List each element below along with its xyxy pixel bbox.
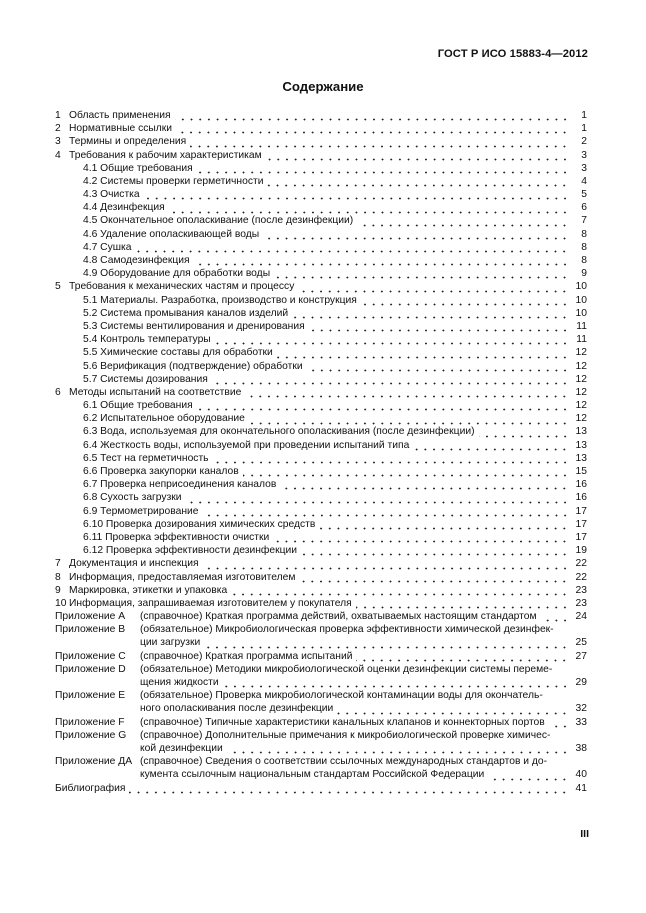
- toc-subsection-row[interactable]: [55, 544, 587, 557]
- section-title: Область применения: [69, 109, 171, 121]
- section-title: 4.5 Окончательное ополаскивание (после дезинфекции): [83, 215, 354, 227]
- section-number: 9: [55, 584, 61, 596]
- page-ref: 3: [581, 149, 587, 161]
- page-ref: 4: [581, 175, 587, 187]
- toc-appendix-row[interactable]: [55, 623, 587, 636]
- dot-leader: [243, 470, 569, 478]
- section-title: 6.6 Проверка закупорки каналов: [83, 466, 239, 478]
- page-ref: 7: [581, 215, 587, 227]
- appendix-title: (обязательное) Микробиологическая проверка эффективности химической дезинфек-: [140, 624, 554, 636]
- section-number: 6: [55, 386, 61, 398]
- page-ref: 12: [575, 413, 587, 425]
- dot-leader: [273, 536, 569, 544]
- toc-appendix-row[interactable]: [55, 755, 587, 768]
- appendix-title: кой дезинфекции: [140, 742, 223, 754]
- appendix-title: (справочное) Дополнительные примечания к микробиологической проверке химичес-: [140, 729, 551, 741]
- toc-appendix-row[interactable]: [55, 716, 587, 729]
- section-title: Требования к рабочим характеристикам: [69, 149, 262, 161]
- toc-appendix-row[interactable]: [55, 729, 587, 742]
- page-ref: 9: [581, 268, 587, 280]
- section-number: 4: [55, 149, 61, 161]
- section-title: 4.4 Дезинфекция: [83, 202, 165, 214]
- page-ref: 15: [575, 466, 587, 478]
- toc-subsection-row[interactable]: [55, 228, 587, 241]
- dot-leader: [212, 378, 569, 386]
- toc-appendix-continuation[interactable]: [55, 702, 587, 715]
- toc-section-row[interactable]: [55, 571, 587, 584]
- page-ref: 12: [575, 360, 587, 372]
- page-ref: 8: [581, 255, 587, 267]
- section-title: 4.8 Самодезинфекция: [83, 255, 190, 267]
- dot-leader: [194, 259, 569, 267]
- dot-leader: [413, 444, 569, 452]
- dot-leader: [129, 787, 569, 795]
- page-ref: 2: [581, 136, 587, 148]
- toc-subsection-row[interactable]: [55, 175, 587, 188]
- section-title: Маркировка, этикетки и упаковка: [69, 584, 228, 596]
- page-ref: 16: [575, 479, 587, 491]
- page-ref: 29: [575, 677, 587, 689]
- toc-subsection-row[interactable]: [55, 162, 587, 175]
- toc-bibliography-row[interactable]: [55, 782, 587, 795]
- appendix-label: Приложение D: [55, 663, 126, 675]
- toc-subsection-row[interactable]: [55, 412, 587, 425]
- section-title: 5.6 Верификация (подтверждение) обработки: [83, 360, 303, 372]
- toc-appendix-continuation[interactable]: [55, 768, 587, 781]
- toc-appendix-continuation[interactable]: [55, 637, 587, 650]
- toc-subsection-row[interactable]: [55, 188, 587, 201]
- section-title: Требования к механических частям и процессу: [69, 281, 295, 293]
- toc-appendix-continuation[interactable]: [55, 676, 587, 689]
- section-title: Методы испытаний на соответствие: [69, 386, 242, 398]
- page-ref: 8: [581, 228, 587, 240]
- section-number: 1: [55, 109, 61, 121]
- section-number: 10: [55, 597, 67, 609]
- section-title: 6.3 Вода, используемая для окончательного ополаскивания (после дезинфекции): [83, 426, 475, 438]
- dot-leader: [197, 167, 569, 175]
- toc-subsection-row[interactable]: [55, 294, 587, 307]
- toc-subsection-row[interactable]: [55, 452, 587, 465]
- section-title: Документация и инспекция: [69, 558, 199, 570]
- page-ref: 1: [581, 123, 587, 135]
- page-ref: 22: [575, 558, 587, 570]
- appendix-title: ции загрузки: [140, 637, 201, 649]
- toc-subsection-row[interactable]: [55, 465, 587, 478]
- section-title: Термины и определения: [69, 136, 187, 148]
- toc-subsection-row[interactable]: [55, 241, 587, 254]
- appendix-title: ного ополаскивания после дезинфекции: [140, 703, 334, 715]
- dot-leader: [361, 299, 569, 307]
- page-ref: 41: [575, 782, 587, 794]
- dot-leader: [245, 391, 569, 399]
- page-ref: 16: [575, 492, 587, 504]
- table-of-contents: [55, 109, 587, 795]
- section-title: 4.2 Системы проверки герметичности: [83, 175, 264, 187]
- section-title: 5.3 Системы вентилирования и дренирования: [83, 320, 305, 332]
- appendix-label: Приложение Е: [55, 690, 126, 702]
- toc-subsection-row[interactable]: [55, 426, 587, 439]
- page-ref: 13: [575, 439, 587, 451]
- page-ref: 25: [575, 637, 587, 649]
- dot-leader: [292, 312, 569, 320]
- page-ref: 5: [581, 189, 587, 201]
- toc-subsection-row[interactable]: [55, 360, 587, 373]
- page-ref: 27: [575, 650, 587, 662]
- page-ref: 23: [575, 584, 587, 596]
- page-ref: 12: [575, 400, 587, 412]
- page-ref: 17: [575, 531, 587, 543]
- toc-subsection-row[interactable]: [55, 307, 587, 320]
- toc-subsection-row[interactable]: [55, 505, 587, 518]
- section-title: 4.7 Сушка: [83, 241, 132, 253]
- toc-section-row[interactable]: [55, 584, 587, 597]
- dot-leader: [176, 127, 569, 135]
- dot-leader: [263, 233, 569, 241]
- page-ref: 3: [581, 162, 587, 174]
- section-title: Нормативные ссылки: [69, 123, 173, 135]
- toc-appendix-row[interactable]: [55, 610, 587, 623]
- toc-subsection-row[interactable]: [55, 518, 587, 531]
- appendix-title: щения жидкости: [140, 677, 219, 689]
- page-ref: 1: [581, 109, 587, 121]
- page-ref: 38: [575, 742, 587, 754]
- toc-subsection-row[interactable]: [55, 320, 587, 333]
- appendix-label: Приложение А: [55, 611, 126, 623]
- toc-section-row[interactable]: [55, 597, 587, 610]
- page-ref: 10: [575, 281, 587, 293]
- section-title: 6.10 Проверка дозирования химических средств: [83, 518, 316, 530]
- dot-leader: [309, 325, 569, 333]
- toc-appendix-row[interactable]: [55, 689, 587, 702]
- appendix-title: кумента ссылочным национальным стандартам Российской Федерации: [140, 769, 485, 781]
- page-title: Содержание: [282, 79, 364, 94]
- toc-subsection-row[interactable]: [55, 201, 587, 214]
- dot-leader: [213, 457, 569, 465]
- toc-appendix-row[interactable]: [55, 650, 587, 663]
- dot-leader: [541, 615, 569, 623]
- appendix-label: Приложение С: [55, 650, 126, 662]
- toc-subsection-row[interactable]: [55, 215, 587, 228]
- section-title: 6.4 Жесткость воды, используемой при проведении испытаний типа: [83, 439, 410, 451]
- page-ref: 40: [575, 769, 587, 781]
- toc-appendix-row[interactable]: [55, 663, 587, 676]
- appendix-label: Приложение ДА: [55, 756, 133, 768]
- dot-leader: [549, 721, 569, 729]
- page-ref: 32: [575, 703, 587, 715]
- section-title: 6.7 Проверка неприсоединения каналов: [83, 479, 277, 491]
- section-title: 4.3 Очистка: [83, 189, 140, 201]
- toc-subsection-row[interactable]: [55, 333, 587, 346]
- dot-leader: [190, 141, 569, 149]
- toc-section-row[interactable]: [55, 386, 587, 399]
- section-title: 6.9 Термометрирование: [83, 505, 199, 517]
- page-ref: 17: [575, 505, 587, 517]
- page-ref: 10: [575, 307, 587, 319]
- section-title: 5.5 Химические составы для обработки: [83, 347, 273, 359]
- section-title: 6.11 Проверка эффективности очистки: [83, 531, 270, 543]
- section-number: 2: [55, 123, 61, 135]
- dot-leader: [277, 352, 569, 360]
- toc-section-row[interactable]: [55, 135, 587, 148]
- toc-subsection-row[interactable]: [55, 491, 587, 504]
- toc-subsection-row[interactable]: [55, 439, 587, 452]
- dot-leader: [357, 220, 569, 228]
- page-ref: 24: [575, 611, 587, 623]
- dot-leader: [307, 365, 569, 373]
- toc-subsection-row[interactable]: [55, 346, 587, 359]
- dot-leader: [356, 655, 569, 663]
- toc-subsection-row[interactable]: [55, 267, 587, 280]
- dot-leader: [299, 576, 569, 584]
- section-number: 8: [55, 571, 61, 583]
- appendix-label: Приложение В: [55, 624, 126, 636]
- toc-section-row[interactable]: [55, 149, 587, 162]
- section-title: 5.1 Материалы. Разработка, производство и конструкция: [83, 294, 357, 306]
- page-number: III: [580, 828, 589, 840]
- toc-section-row[interactable]: [55, 280, 587, 293]
- toc-subsection-row[interactable]: [55, 531, 587, 544]
- dot-leader: [249, 418, 569, 426]
- page-ref: 13: [575, 426, 587, 438]
- dot-leader: [488, 774, 569, 782]
- section-title: 5.7 Системы дозирования: [83, 373, 208, 385]
- page-ref: 12: [575, 373, 587, 385]
- page-ref: 19: [575, 545, 587, 557]
- page-ref: 33: [575, 716, 587, 728]
- appendix-title: (справочное) Типичные характеристики канальных клапанов и коннекторных портов: [140, 716, 545, 728]
- section-title: Информация, запрашиваемая изготовителем у покупателя: [69, 597, 352, 609]
- dot-leader: [135, 246, 569, 254]
- dot-leader: [197, 404, 569, 412]
- section-title: 4.1 Общие требования: [83, 162, 193, 174]
- toc-section-row[interactable]: [55, 109, 587, 122]
- section-title: 6.5 Тест на герметичность: [83, 452, 209, 464]
- page-ref: 17: [575, 518, 587, 530]
- dot-leader: [186, 497, 569, 505]
- page-ref: 11: [576, 320, 587, 332]
- dot-leader: [267, 180, 569, 188]
- page-ref: 22: [575, 571, 587, 583]
- section-title: Информация, предоставляемая изготовителем: [69, 571, 296, 583]
- toc-section-row[interactable]: [55, 557, 587, 570]
- section-title: 4.9 Оборудование для обработки воды: [83, 268, 271, 280]
- appendix-title: (обязательное) Методики микробиологической оценки дезинфекции системы переме-: [140, 663, 553, 675]
- document-standard-header: ГОСТ Р ИСО 15883-4—2012: [437, 48, 588, 60]
- page-ref: 11: [576, 334, 587, 346]
- dot-leader: [203, 510, 569, 518]
- dot-leader: [319, 523, 569, 531]
- dot-leader: [231, 589, 569, 597]
- section-title: 5.4 Контроль температуры: [83, 334, 211, 346]
- page-ref: 12: [575, 347, 587, 359]
- dot-leader: [479, 431, 570, 439]
- toc-appendix-continuation[interactable]: [55, 742, 587, 755]
- toc-subsection-row[interactable]: [55, 399, 587, 412]
- section-title: 6.12 Проверка эффективности дезинфекции: [83, 545, 298, 557]
- dot-leader: [215, 338, 569, 346]
- dot-leader: [203, 563, 569, 571]
- page-ref: 8: [581, 241, 587, 253]
- dot-leader: [223, 681, 569, 689]
- toc-subsection-row[interactable]: [55, 254, 587, 267]
- appendix-title: (справочное) Краткая программа действий, охватываемых настоящим стандартом: [140, 611, 537, 623]
- dot-leader: [280, 483, 569, 491]
- dot-leader: [266, 154, 569, 162]
- page-ref: 10: [575, 294, 587, 306]
- dot-leader: [356, 602, 569, 610]
- dot-leader: [298, 286, 569, 294]
- page-ref: 13: [575, 452, 587, 464]
- dot-leader: [204, 642, 569, 650]
- appendix-label: Приложение F: [55, 716, 125, 728]
- dot-leader: [227, 747, 569, 755]
- dot-leader: [175, 114, 569, 122]
- page-ref: 12: [575, 386, 587, 398]
- dot-leader: [301, 549, 569, 557]
- appendix-title: (справочное) Сведения о соответствии ссылочных международных стандартов и до-: [140, 756, 548, 768]
- page-ref: 6: [581, 202, 587, 214]
- section-title: 6.1 Общие требования: [83, 400, 193, 412]
- section-number: 7: [55, 558, 61, 570]
- appendix-label: Приложение G: [55, 729, 127, 741]
- appendix-title: (обязательное) Проверка микробиологической контаминации воды для окончатель-: [140, 690, 543, 702]
- section-title: 4.6 Удаление ополаскивающей воды: [83, 228, 260, 240]
- section-number: 3: [55, 136, 61, 148]
- section-number: 5: [55, 281, 61, 293]
- section-title: 6.8 Сухость загрузки: [83, 492, 182, 504]
- section-title: 6.2 Испытательное оборудование: [83, 413, 245, 425]
- toc-section-row[interactable]: [55, 122, 587, 135]
- section-title: 5.2 Система промывания каналов изделий: [83, 307, 289, 319]
- dot-leader: [274, 272, 569, 280]
- toc-subsection-row[interactable]: [55, 478, 587, 491]
- page-ref: 23: [575, 597, 587, 609]
- bibliography-title: Библиография: [55, 782, 126, 794]
- toc-subsection-row[interactable]: [55, 373, 587, 386]
- dot-leader: [144, 193, 569, 201]
- appendix-title: (справочное) Краткая программа испытаний: [140, 650, 353, 662]
- dot-leader: [337, 708, 569, 716]
- dot-leader: [169, 207, 569, 215]
